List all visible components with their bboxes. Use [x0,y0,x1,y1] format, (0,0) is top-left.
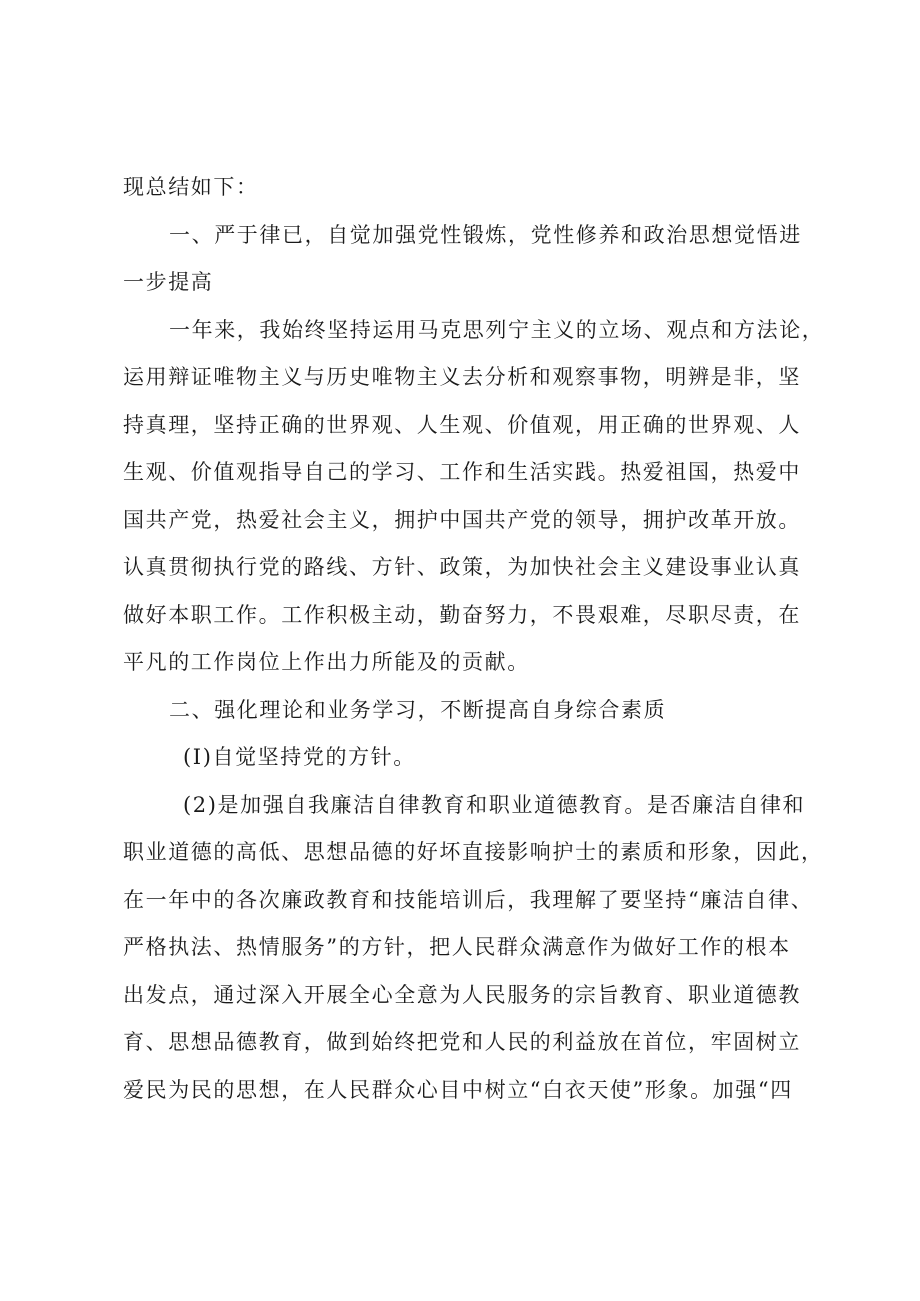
text-line: 职业道德的高低、思想品德的好坏直接影响护士的素质和形象，因此， [123,840,824,864]
text-line: 严格执法、热情服务”的方针，把人民群众满意作为做好工作的根本 [123,935,791,959]
body-text [123,164,827,1114]
text-line: 生观、价值观指导自己的学习、工作和生活实践。热爱祖国，热爱中 [123,460,801,484]
text-line: 做好本职工作。工作积极主动，勤奋努力，不畏艰难，尽职尽责，在 [123,602,801,627]
text-line: 育、思想品德教育，做到始终把党和人民的利益放在首位，牢固树立 [123,1030,801,1054]
text-line: 平凡的工作岗位上作出力所能及的贡献。 [123,650,530,674]
text-line: 一步提高 [123,270,214,294]
text-line: 国共产党，热爱社会主义，拥护中国共产党的领导，拥护改革开放。 [123,507,801,532]
text-line: 认真贯彻执行党的路线、方针、政策，为加快社会主义建设事业认真 [123,555,801,579]
list-item-2: (2)是加强自我廉洁自律教育和职业道德教育。是否廉洁自律和 [183,792,806,817]
text-line: 爱民为民的思想，在人民群众心目中树立“白衣天使”形象。加强“四 [123,1077,793,1102]
paragraph-start: 一年来，我始终坚持运用马克思列宁主义的立场、观点和方法论， [169,317,825,342]
text-line: 持真理，坚持正确的世界观、人生观、价值观，用正确的世界观、人 [123,412,801,437]
text-line: 在一年中的各次廉政教育和技能培训后，我理解了要坚持“廉洁自律、 [123,887,814,912]
text-line: 现总结如下： [123,175,259,199]
text-line: 运用辩证唯物主义与历史唯物主义去分析和观察事物，明辨是非，坚 [123,365,801,389]
section-heading-1: 一、严于律已，自觉加强党性锻炼，党性修养和政治思想觉悟进 [169,222,802,247]
list-item-1: (I)自觉坚持党的方针。 [183,745,416,769]
section-heading-2: 二、强化理论和业务学习，不断提高自身综合素质 [169,697,667,722]
text-line: 出发点，通过深入开展全心全意为人民服务的宗旨教育、职业道德教 [123,982,801,1007]
